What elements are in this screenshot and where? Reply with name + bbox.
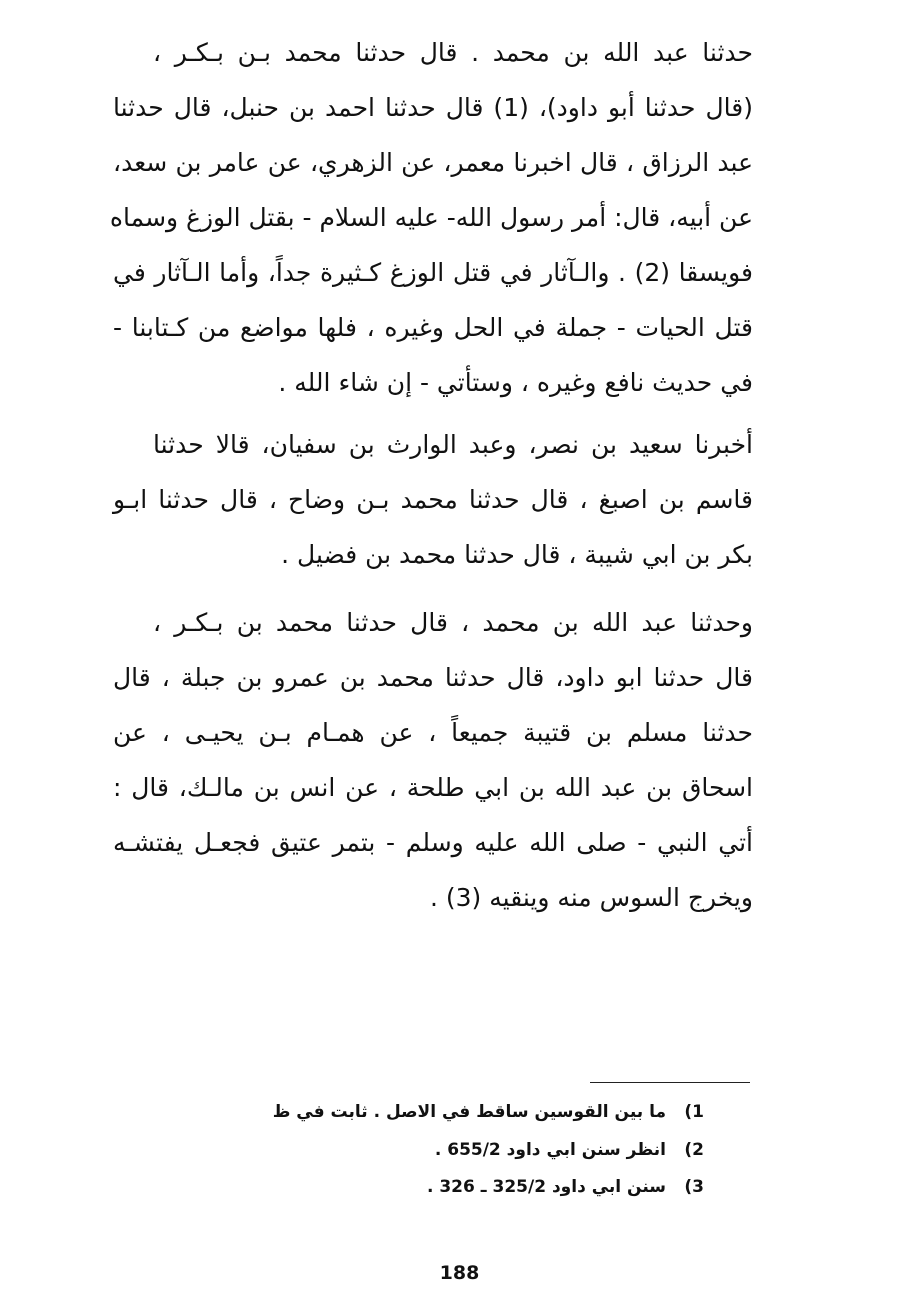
footnote [224, 1135, 704, 1165]
text-line: ويخرج السوس منه وينقيه (3) . [429, 883, 753, 912]
footnote-separator [590, 1082, 750, 1083]
text-line: قتل الحيات - جملة في الحل وغيره ، فلها مواضع من كـتابنا - [113, 313, 753, 342]
text-line: بكر بن ابي شيبة ، قال حدثنا محمد بن فضيل . [281, 540, 753, 569]
text-line: في حديث نافع وغيره ، وستأتي - إن شاء الله . [278, 368, 753, 397]
footnote [224, 1097, 704, 1127]
footnote-number: 3) [684, 1177, 704, 1197]
text-line: وحدثنا عبد الله بن محمد ، قال حدثنا محمد بن بـكـر ، [153, 608, 753, 637]
text-line: (قال حدثنا أبو داود)، (1) قال حدثنا احمد بن حنبل، قال حدثنا [113, 93, 753, 122]
page-number: 188 [439, 1262, 480, 1284]
footnote [224, 1172, 704, 1202]
text-line: عبد الرزاق ، قال اخبرنا معمر، عن الزهري، عن عامر بن سعد، [113, 148, 753, 177]
text-line: قاسم بن اصبغ ، قال حدثنا محمد بـن وضاح ، قال حدثنا ابـو [113, 485, 753, 514]
text-line: أخبرنا سعيد بن نصر، وعبد الوارث بن سفيان، قالا حدثنا [153, 430, 753, 459]
text-line: عن أبيه، قال: أمر رسول الله- عليه السلام - بقتل الوزغ وسماه [109, 203, 753, 232]
footnote-text: سنن ابي داود 325/2 ـ 326 . [426, 1177, 666, 1197]
footnote-text: ما بين القوسين ساقط في الاصل . ثابت في ظ [272, 1102, 666, 1122]
text-line: أتي النبي - صلى الله عليه وسلم - بتمر عتيق فجعـل يفتشـه [113, 828, 753, 857]
text-line: قال حدثنا ابو داود، قال حدثنا محمد بن عمرو بن جبلة ، قال [113, 663, 753, 692]
footnote-text: انظر سنن ابي داود 655/2 . [434, 1140, 666, 1160]
text-line: اسحاق بن عبد الله بن ابي طلحة ، عن انس بن مالـك، قال : [113, 773, 753, 802]
footnote-number: 1) [684, 1102, 704, 1122]
text-line: فويسقا (2) . والـآثار في قتل الوزغ كـثيرة جداً، وأما الـآثار في [113, 258, 754, 287]
footnote-number: 2) [684, 1140, 704, 1160]
text-line: حدثنا عبد الله بن محمد . قال حدثنا محمد بـن بـكـر ، [153, 38, 753, 67]
text-line: حدثنا مسلم بن قتيبة جميعاً ، عن همـام بـن يحيـى ، عن [113, 718, 753, 747]
